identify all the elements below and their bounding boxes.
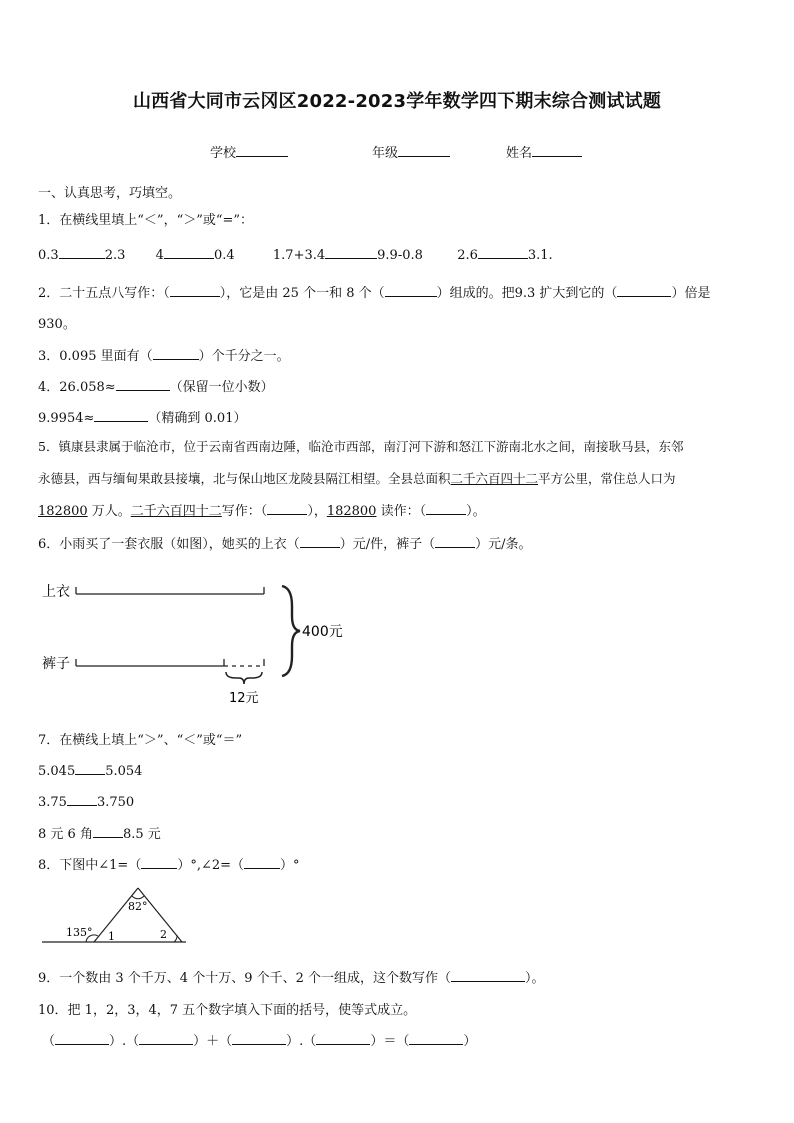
q7-right: 5.054 bbox=[105, 764, 143, 779]
q4-text: 4．26.058≈ bbox=[38, 380, 116, 395]
q7-left: 8 元 6 角 bbox=[38, 827, 93, 842]
triangle-left-side bbox=[94, 888, 138, 942]
q10-text: ）.（ bbox=[109, 1034, 140, 1049]
q4-text: 9.9954≈ bbox=[38, 411, 95, 426]
q10-text: ）＋（ bbox=[193, 1034, 233, 1049]
top-angle-arc bbox=[132, 896, 144, 899]
q6-text: ）元/件，裤子（ bbox=[339, 537, 436, 552]
q1-item: 0.3 bbox=[38, 248, 59, 263]
angle2-arc bbox=[174, 935, 177, 942]
q9-text: 9．一个数由 3 个千万、4 个十万、9 个千、2 个一组成，这个数写作（ bbox=[38, 971, 452, 986]
section-heading: 一、认真思考，巧填空。 bbox=[38, 186, 182, 201]
school-label: 学校 bbox=[210, 146, 237, 161]
q3-text: ）个千分之一。 bbox=[198, 349, 290, 364]
q2-text: ），它是由 25 个一和 8 个（ bbox=[219, 286, 385, 301]
q1-item: 4 bbox=[155, 248, 164, 263]
q5-text: ）， bbox=[307, 504, 327, 519]
name-blank[interactable] bbox=[532, 143, 582, 157]
q1-item: 2.6 bbox=[457, 248, 478, 263]
q4-blank[interactable] bbox=[94, 408, 148, 422]
q6-blank[interactable] bbox=[300, 534, 340, 548]
q8-stem bbox=[38, 854, 300, 873]
q5-text: 万人。 bbox=[87, 504, 131, 519]
diff-label: 12元 bbox=[229, 691, 259, 706]
q10-text: （ bbox=[42, 1034, 56, 1049]
q10-blank[interactable] bbox=[409, 1031, 463, 1045]
q1-blank[interactable] bbox=[164, 245, 214, 259]
q5-line1: 5．镇康县隶属于临沧市，位于云南省西南边陲，临沧市西部，南汀河下游和怒江下游南北水之间，南接耿马县，东邻 bbox=[38, 439, 684, 454]
q5-blank[interactable] bbox=[426, 501, 466, 515]
pants-label: 裤子 bbox=[42, 656, 70, 672]
q1-blank[interactable] bbox=[59, 245, 105, 259]
q8-blank[interactable] bbox=[244, 855, 280, 869]
angle2-label: 2 bbox=[160, 928, 167, 941]
q1-items bbox=[38, 245, 553, 263]
q2-blank[interactable] bbox=[170, 283, 220, 297]
clothes-diagram bbox=[36, 578, 356, 710]
q2-line2: 930。 bbox=[38, 317, 76, 332]
q7-blank[interactable] bbox=[67, 792, 97, 806]
q8-text: ）° bbox=[280, 858, 300, 873]
grade-field bbox=[372, 142, 450, 161]
q1-item: 0.4 bbox=[213, 248, 235, 263]
q5-blank[interactable] bbox=[267, 501, 307, 515]
q5-text: 读作：（ bbox=[376, 504, 427, 519]
q4-text: （精确到 0.01） bbox=[148, 411, 247, 426]
q5-text: ）。 bbox=[466, 504, 486, 519]
q10-text: ） bbox=[463, 1034, 477, 1049]
q6-text: ）元/条。 bbox=[475, 537, 532, 552]
q1-blank[interactable] bbox=[478, 245, 528, 259]
name-field bbox=[506, 142, 582, 161]
q1-stem: 1．在横线里填上“＜”，“＞”或“=”： bbox=[38, 213, 254, 228]
q8-text: ）°,∠2=（ bbox=[177, 858, 245, 873]
q4-text: （保留一位小数） bbox=[169, 380, 274, 395]
q7-row bbox=[38, 792, 134, 810]
q5-line3 bbox=[38, 500, 486, 519]
q10-stem: 10．把 1，2，3，4，7 五个数字填入下面的括号，使等式成立。 bbox=[38, 1003, 417, 1018]
q10-blank[interactable] bbox=[55, 1031, 109, 1045]
q9-text: ）。 bbox=[525, 971, 545, 986]
q1-item: 3.1. bbox=[527, 248, 553, 263]
ext-angle-label: 135° bbox=[66, 926, 93, 939]
q7-left: 3.75 bbox=[38, 795, 67, 810]
q3-text: 3．0.095 里面有（ bbox=[38, 349, 153, 364]
name-label: 姓名 bbox=[506, 146, 533, 161]
q7-right: 3.750 bbox=[96, 795, 135, 810]
q2-blank[interactable] bbox=[617, 283, 671, 297]
triangle-diagram bbox=[38, 880, 198, 950]
q7-row bbox=[38, 823, 161, 842]
q2-text: 2．二十五点八写作：（ bbox=[38, 286, 170, 301]
angle1-label: 1 bbox=[108, 930, 115, 943]
q9-blank[interactable] bbox=[451, 968, 525, 982]
q6-stem bbox=[38, 533, 532, 552]
q5-underlined: 二千六百四十二 bbox=[130, 504, 222, 519]
total-label: 400元 bbox=[302, 624, 343, 640]
diff-brace bbox=[226, 672, 262, 684]
q5-underlined: 182800 bbox=[38, 504, 88, 519]
q5-text: 平方公里，常住总人口为 bbox=[538, 471, 676, 486]
q5-text: 永德县，西与缅甸果敢县接壤，北与保山地区龙陵县隔江相望。全县总面积 bbox=[38, 471, 451, 486]
q8-text: 8．下图中∠1=（ bbox=[38, 858, 142, 873]
q6-blank[interactable] bbox=[435, 534, 475, 548]
q5-line2 bbox=[38, 469, 676, 487]
q5-underlined: 182800 bbox=[326, 504, 377, 519]
q10-blank[interactable] bbox=[232, 1031, 286, 1045]
top-angle-label: 82° bbox=[128, 900, 148, 913]
q1-item: 9.9-0.8 bbox=[377, 248, 423, 263]
q10-blank[interactable] bbox=[316, 1031, 370, 1045]
q1-item: 2.3 bbox=[104, 248, 126, 263]
q1-blank[interactable] bbox=[325, 245, 377, 259]
shirt-label: 上衣 bbox=[42, 584, 70, 600]
q7-right: 8.5 元 bbox=[122, 827, 161, 842]
q2-line1 bbox=[38, 282, 710, 301]
q7-left: 5.045 bbox=[38, 764, 76, 779]
q7-stem: 7．在横线上填上“＞”、“＜”或“＝” bbox=[38, 733, 243, 748]
q2-text: ）组成的。把9.3 扩大到它的（ bbox=[436, 286, 618, 301]
school-field bbox=[210, 142, 288, 161]
school-blank[interactable] bbox=[236, 143, 288, 157]
q5-text: 写作：（ bbox=[221, 504, 268, 519]
grade-label: 年级 bbox=[372, 146, 399, 161]
q9 bbox=[38, 967, 545, 986]
grade-blank[interactable] bbox=[398, 143, 450, 157]
q10-blank[interactable] bbox=[139, 1031, 193, 1045]
total-brace bbox=[282, 586, 300, 676]
q7-blank[interactable] bbox=[93, 824, 123, 838]
q4-line2 bbox=[38, 407, 246, 426]
q5-underlined: 二千六百四十二 bbox=[450, 471, 539, 486]
page-title: 山西省大同市云冈区2022-2023学年数学四下期末综合测试试题 bbox=[132, 91, 662, 112]
q3-blank[interactable] bbox=[153, 346, 199, 360]
q2-text: ）倍是 bbox=[671, 286, 711, 301]
q10-text: ）＝（ bbox=[370, 1034, 410, 1049]
q1-item: 1.7+3.4 bbox=[272, 248, 326, 263]
q7-blank[interactable] bbox=[75, 761, 105, 775]
q8-blank[interactable] bbox=[141, 855, 177, 869]
q10-equation bbox=[42, 1030, 476, 1049]
q4-blank[interactable] bbox=[116, 377, 170, 391]
q6-text: 6．小雨买了一套衣服（如图），她买的上衣（ bbox=[38, 537, 300, 552]
q3 bbox=[38, 345, 290, 364]
q2-blank[interactable] bbox=[385, 283, 437, 297]
q4-line1 bbox=[38, 376, 274, 395]
q10-text: ）.（ bbox=[286, 1034, 317, 1049]
q7-row bbox=[38, 761, 142, 779]
